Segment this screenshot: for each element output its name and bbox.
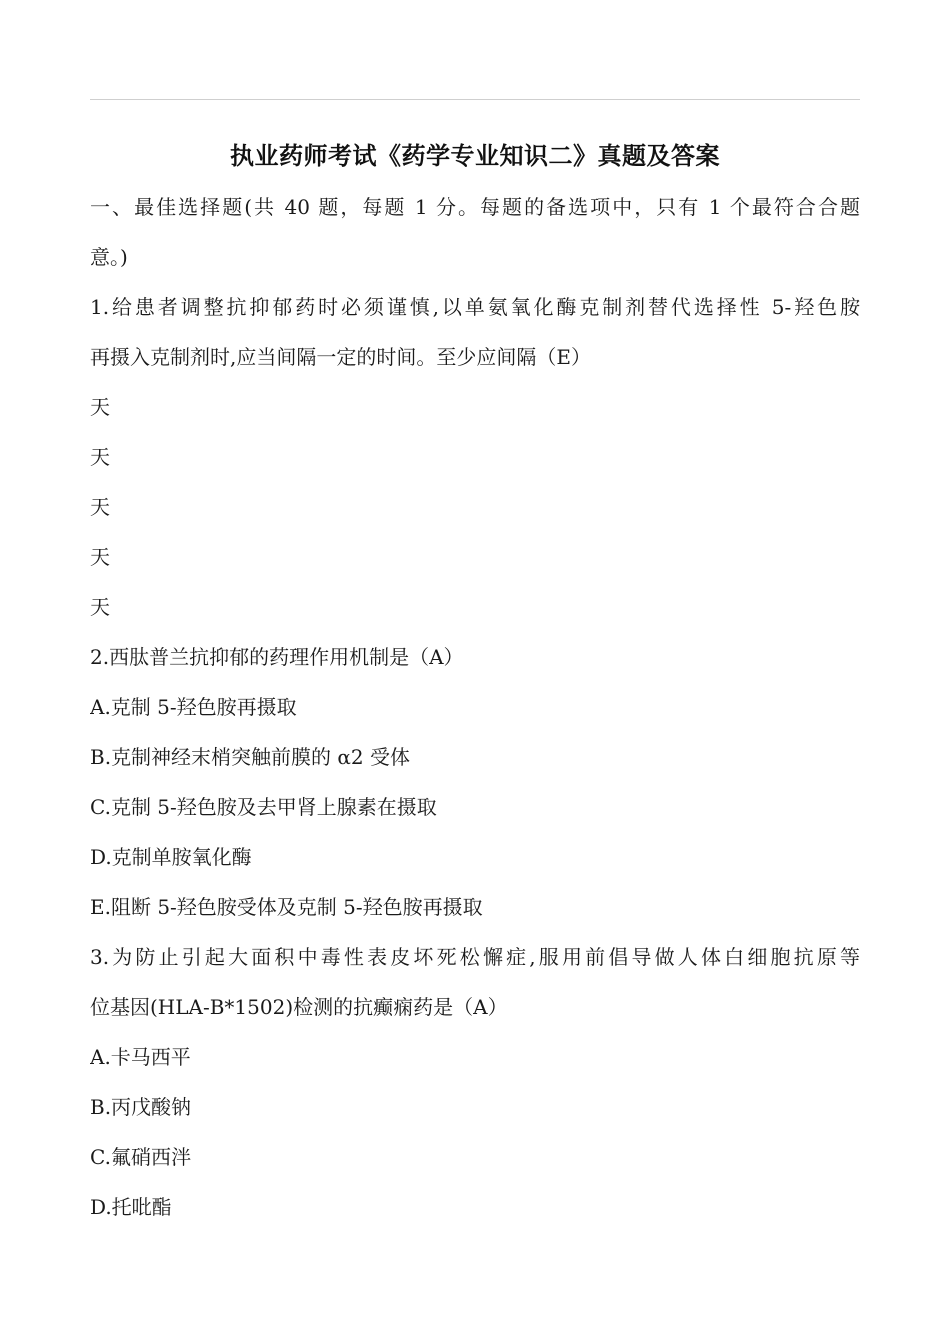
text-line: C.克制 5-羟色胺及去甲肾上腺素在摄取 [90, 795, 437, 819]
text-line: D.托吡酯 [90, 1195, 172, 1219]
text-line: 天 [90, 545, 110, 569]
text-line: 一、最佳选择题(共 40 题，每题 1 分。每题的备选项中，只有 1 个最符合合题 [90, 195, 860, 219]
text-line: 3.为防止引起大面积中毒性表皮坏死松懈症,服用前倡导做人体白细胞抗原等 [90, 945, 860, 969]
text-line: 位基因(HLA-B*1502)检测的抗癫痫药是（A） [90, 995, 508, 1019]
text-line: C.氟硝西泮 [90, 1145, 191, 1169]
document-title: 执业药师考试《药学专业知识二》真题及答案 [230, 142, 720, 170]
text-line: 天 [90, 495, 110, 519]
text-line: A.克制 5-羟色胺再摄取 [90, 695, 297, 719]
text-line: 意。) [90, 245, 128, 269]
text-line: D.克制单胺氧化酶 [90, 845, 252, 869]
text-line: 2.西肽普兰抗抑郁的药理作用机制是（A） [90, 645, 464, 669]
text-line: 再摄入克制剂时,应当间隔一定的时间。至少应间隔（E） [90, 345, 591, 369]
text-line: A.卡马西平 [90, 1045, 191, 1069]
document-body [90, 182, 860, 1232]
header-divider [90, 99, 860, 100]
text-line: B.丙戊酸钠 [90, 1095, 192, 1119]
text-line: E.阻断 5-羟色胺受体及克制 5-羟色胺再摄取 [90, 895, 483, 919]
text-line: 天 [90, 595, 110, 619]
text-line: 天 [90, 395, 110, 419]
text-line: B.克制神经末梢突触前膜的 α2 受体 [90, 745, 410, 769]
text-line: 天 [90, 445, 110, 469]
text-line: 1.给患者调整抗抑郁药时必须谨慎,以单氨氧化酶克制剂替代选择性 5-羟色胺 [90, 295, 860, 319]
